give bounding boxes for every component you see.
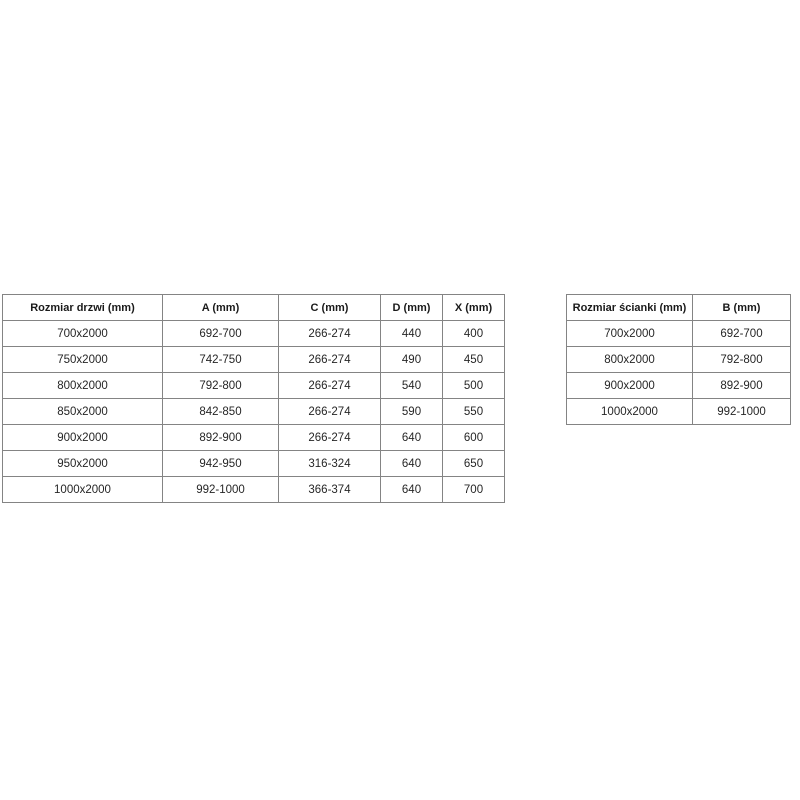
table-cell: 1000x2000 xyxy=(567,399,693,425)
table-cell: 490 xyxy=(381,347,443,373)
table-cell: 792-800 xyxy=(163,373,279,399)
table-cell: 440 xyxy=(381,321,443,347)
table-cell: 700x2000 xyxy=(567,321,693,347)
door-sizes-table xyxy=(2,294,505,503)
table-cell: 266-274 xyxy=(279,399,381,425)
table-cell: 942-950 xyxy=(163,451,279,477)
table-row xyxy=(3,425,505,451)
table-cell: 700x2000 xyxy=(3,321,163,347)
column-header: A (mm) xyxy=(163,295,279,321)
table-cell: 900x2000 xyxy=(567,373,693,399)
wall-sizes-table xyxy=(566,294,791,425)
table-row xyxy=(567,373,791,399)
table-cell: 900x2000 xyxy=(3,425,163,451)
table-cell: 640 xyxy=(381,451,443,477)
table-cell: 266-274 xyxy=(279,347,381,373)
table-cell: 992-1000 xyxy=(693,399,791,425)
column-header: C (mm) xyxy=(279,295,381,321)
column-header: D (mm) xyxy=(381,295,443,321)
table-cell: 366-374 xyxy=(279,477,381,503)
table-cell: 692-700 xyxy=(163,321,279,347)
table-cell: 750x2000 xyxy=(3,347,163,373)
column-header: X (mm) xyxy=(443,295,505,321)
table-cell: 500 xyxy=(443,373,505,399)
table-row xyxy=(3,399,505,425)
table-cell: 692-700 xyxy=(693,321,791,347)
table-cell: 400 xyxy=(443,321,505,347)
table-cell: 892-900 xyxy=(163,425,279,451)
table-cell: 540 xyxy=(381,373,443,399)
column-header: Rozmiar drzwi (mm) xyxy=(3,295,163,321)
table-cell: 266-274 xyxy=(279,373,381,399)
table-row xyxy=(3,477,505,503)
table-cell: 640 xyxy=(381,477,443,503)
table-row xyxy=(567,321,791,347)
table-cell: 950x2000 xyxy=(3,451,163,477)
table-cell: 650 xyxy=(443,451,505,477)
table-cell: 850x2000 xyxy=(3,399,163,425)
table-cell: 700 xyxy=(443,477,505,503)
column-header: Rozmiar ścianki (mm) xyxy=(567,295,693,321)
table-cell: 266-274 xyxy=(279,321,381,347)
table-cell: 992-1000 xyxy=(163,477,279,503)
table-cell: 1000x2000 xyxy=(3,477,163,503)
table-cell: 590 xyxy=(381,399,443,425)
table-cell: 742-750 xyxy=(163,347,279,373)
table-row xyxy=(3,451,505,477)
table-row xyxy=(567,347,791,373)
table-cell: 266-274 xyxy=(279,425,381,451)
table-cell: 450 xyxy=(443,347,505,373)
table-cell: 892-900 xyxy=(693,373,791,399)
table-row xyxy=(3,373,505,399)
table-row xyxy=(567,399,791,425)
table-cell: 800x2000 xyxy=(3,373,163,399)
table-row xyxy=(3,321,505,347)
table-cell: 792-800 xyxy=(693,347,791,373)
table-cell: 800x2000 xyxy=(567,347,693,373)
table-cell: 600 xyxy=(443,425,505,451)
table-cell: 550 xyxy=(443,399,505,425)
table-cell: 842-850 xyxy=(163,399,279,425)
table-cell: 640 xyxy=(381,425,443,451)
header-row xyxy=(567,295,791,321)
column-header: B (mm) xyxy=(693,295,791,321)
table-row xyxy=(3,347,505,373)
header-row xyxy=(3,295,505,321)
table-cell: 316-324 xyxy=(279,451,381,477)
